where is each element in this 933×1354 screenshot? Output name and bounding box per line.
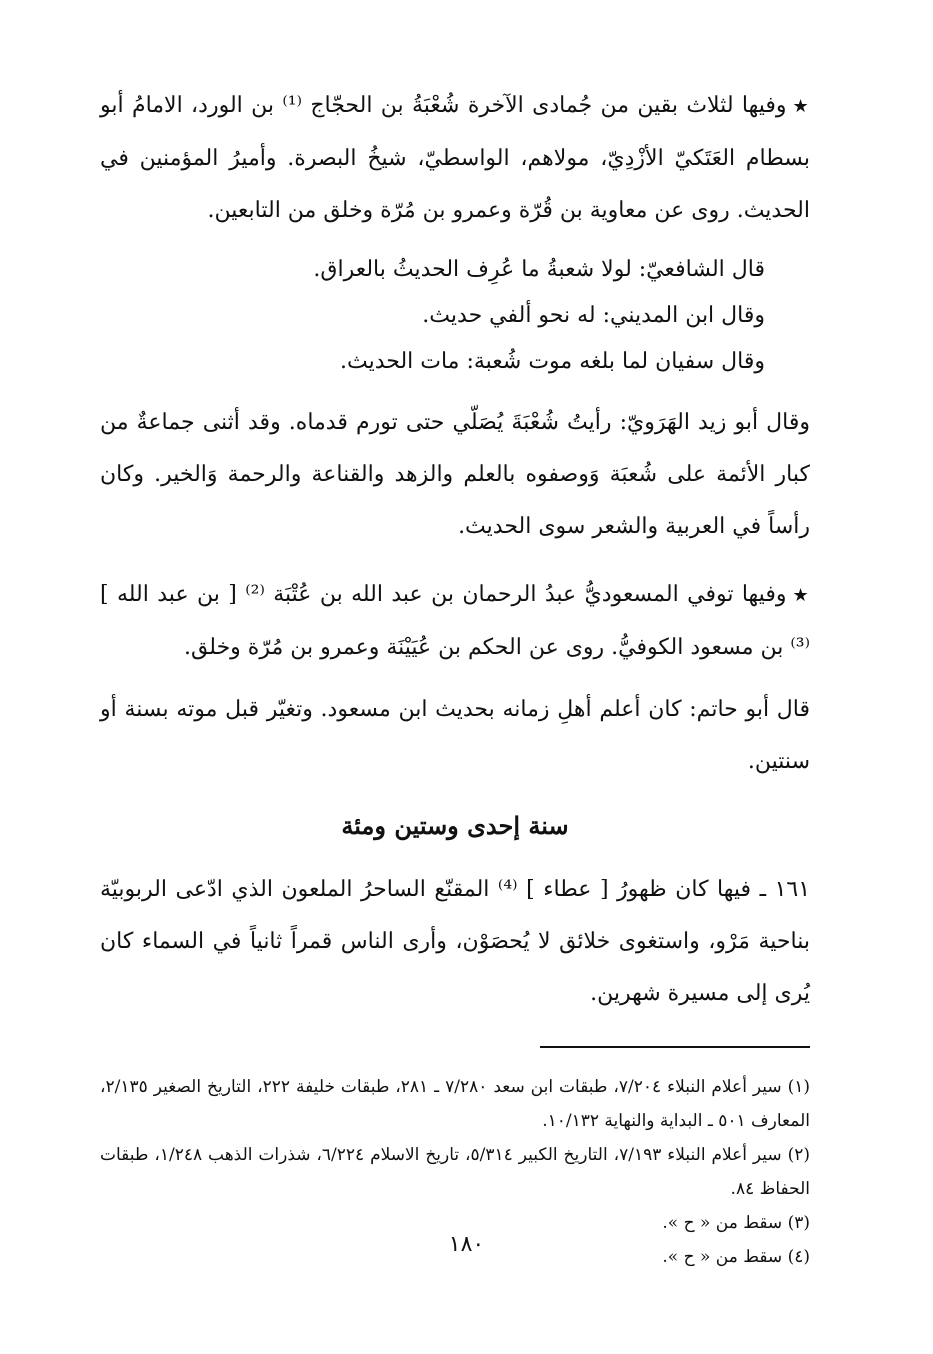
paragraph-161: ١٦١ ـ فيها كان ظهورُ [ عطاء ] ⁽⁴⁾ المقنّع الساحرُ الملعون الذي ادّعى الربوبيّة بناحية مَرْو، واستغوى خلائق لا يُحصَوْن، وأرى الناس قمراً ثانياً في السماء كان يُرى إلى مسيرة شهرين. bbox=[100, 877, 811, 1006]
paragraph-abu-hatim: قال أبو حاتم: كان أعلم أهلِ زمانه بحديث ابن مسعود. وتغيّر قبل موته بسنة أو سنتين. bbox=[100, 697, 810, 774]
paragraph-shuba-text: وفيها لثلاث بقين من جُمادى الآخرة شُعْبَةُ بن الحجّاج ⁽¹⁾ بن الورد، الامامُ أبو بسطام العَتَكيّ الأزْدِيّ، مولاهم، الواسطيّ، شيخُ البصرة. وأميرُ المؤمنين في الحديث. روى عن معاوية بن قُرّة وعمرو بن مُرّة وخلق من التابعين. bbox=[100, 93, 810, 223]
footnote-1: (١) سير أعلام النبلاء ٧/٢٠٤، طبقات ابن سعد ٧/٢٨٠ ـ ٢٨١، طبقات خليفة ٢٢٢، التاريخ الصغير ٢/١٣٥، المعارف ٥٠١ ـ البداية والنهاية ١٠/١٣٢. bbox=[100, 1077, 811, 1131]
quote-sufyan: وقال سفيان لما بلغه موت شُعبة: مات الحديث. bbox=[339, 349, 765, 374]
quotes-block bbox=[100, 247, 810, 385]
star-icon: ★ bbox=[792, 585, 811, 606]
footnote-2: (٢) سير أعلام النبلاء ٧/١٩٣، التاريخ الكبير ٥/٣١٤، تاريخ الاسلام ٦/٢٢٤، شذرات الذهب ١/٢٤٨، طبقات الحفاظ ٨٤. bbox=[100, 1145, 810, 1199]
page-body bbox=[100, 80, 810, 1274]
footnote-3: (٣) سقط من « ح ». bbox=[662, 1213, 810, 1233]
footnote-divider bbox=[540, 1046, 810, 1048]
paragraph-shuba bbox=[100, 80, 810, 237]
page-number: ١٨٠ bbox=[448, 1232, 485, 1257]
star-icon: ★ bbox=[792, 96, 810, 117]
paragraph-masudi-text: وفيها توفي المسعوديُّ عبدُ الرحمان بن عبد الله بن عُتْبَة ⁽²⁾ [ بن عبد الله ] ⁽³⁾ بن مسعود الكوفيُّ. روى عن الحكم بن عُيَيْنَة وعمرو بن مُرّة وخلق. bbox=[100, 582, 810, 660]
paragraph-harawi: وقال أبو زيد الهَرَويّ: رأيتُ شُعْبَةَ يُصَلّي حتى تورم قدماه. وقد أثنى جماعةٌ من كبار الأئمة على شُعبَة وَوصفوه بالعلم والزهد والقناعة والرحمة وَالخير. وكان رأساً في العربية والشعر سوى الحديث. bbox=[100, 410, 810, 539]
footnote-4: (٤) سقط من « ح ». bbox=[662, 1247, 810, 1267]
quote-shafii: قال الشافعيّ: لولا شعبةُ ما عُرِف الحديثُ بالعراق. bbox=[313, 257, 765, 282]
quote-madini: وقال ابن المديني: له نحو ألفي حديث. bbox=[422, 303, 765, 328]
paragraph-masudi bbox=[100, 569, 810, 674]
section-heading: سنة إحدى وستين ومئة bbox=[341, 811, 569, 840]
